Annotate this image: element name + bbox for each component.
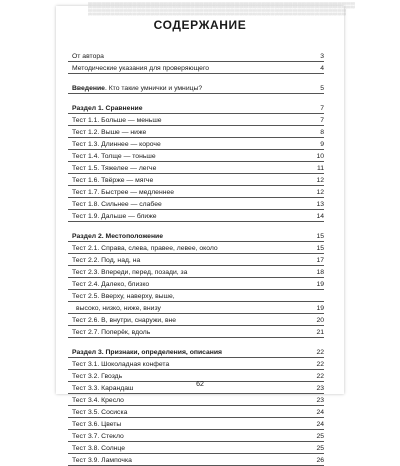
toc-entry-label: Тест 1.6. Твёрже — мягче — [72, 177, 154, 184]
toc-entry — [68, 150, 324, 162]
toc-entry — [68, 242, 324, 254]
toc-entry-page: 18 — [316, 269, 324, 276]
section-heading-label: Раздел 3. Признаки, определения, описания — [72, 349, 223, 356]
toc-entry — [68, 454, 324, 466]
toc-entry-label: Тест 2.6. В, внутри, снаружи, вне — [72, 317, 177, 324]
section-heading-label: Раздел 2. Местоположение — [72, 233, 164, 240]
section-heading-page: 22 — [316, 349, 324, 356]
toc-entry-label: Тест 2.5. Вверху, наверху, выше, — [72, 293, 175, 300]
toc-entry-page: 13 — [316, 201, 324, 208]
toc-entry-page: 26 — [316, 457, 324, 464]
toc-entry-label: Тест 1.1. Больше — меньше — [72, 117, 162, 124]
toc-entry-label: Тест 3.8. Солнце — [72, 445, 126, 452]
toc-entry — [68, 114, 324, 126]
toc-entry-page: 19 — [316, 305, 324, 312]
toc-entry-page: 8 — [320, 129, 324, 136]
toc-entry-page: 11 — [316, 165, 324, 172]
toc-entry — [68, 174, 324, 186]
section-heading-label: Раздел 1. Сравнение — [72, 105, 143, 112]
toc-entry-page: 7 — [320, 117, 324, 124]
toc-entry-label: Тест 3.4. Кресло — [72, 397, 124, 404]
toc-entry-label: Тест 2.1. Справа, слева, правее, левее, около — [72, 245, 218, 252]
toc-entry-label: Тест 1.5. Тяжелее — легче — [72, 165, 157, 172]
toc-entry — [68, 430, 324, 442]
toc-entry-page: 24 — [316, 421, 324, 428]
toc-entry-page: 4 — [320, 65, 324, 72]
toc-entry-label: Тест 2.7. Поперёк, вдоль — [72, 329, 151, 336]
toc-entry-page: 12 — [316, 189, 324, 196]
toc-entry-label: высоко, низко, ниже, внизу — [76, 305, 161, 312]
toc-entry-page: 25 — [316, 445, 324, 452]
toc-entry — [68, 314, 324, 326]
toc-entry-page: 3 — [320, 53, 324, 60]
toc-entry-label: Тест 1.8. Сильнее — слабее — [72, 201, 162, 208]
toc-entry-label: Тест 1.4. Толще — тоньше — [72, 153, 156, 160]
toc-entry-page: 22 — [316, 361, 324, 368]
section-heading — [68, 102, 324, 114]
spacer — [68, 94, 324, 102]
toc-entry — [68, 326, 324, 338]
toc-entry-label: Тест 1.3. Длиннее — короче — [72, 141, 161, 148]
toc-entry — [68, 302, 324, 314]
toc-entry — [68, 394, 324, 406]
toc-entry — [68, 138, 324, 150]
intro-rest-label: . Кто такие умнички и умницы? — [104, 85, 203, 92]
toc-entry-label: Тест 1.2. Выше — ниже — [72, 129, 147, 136]
toc-entry — [68, 126, 324, 138]
toc-entry-label: Тест 3.3. Карандаш — [72, 385, 134, 392]
toc-entry-page: 10 — [316, 153, 324, 160]
intro-entry-page: 5 — [320, 85, 324, 92]
toc-entry-label: Тест 3.9. Лампочка — [72, 457, 132, 464]
toc-entry — [68, 266, 324, 278]
toc-entry — [68, 254, 324, 266]
toc-entry — [68, 278, 324, 290]
toc-entry-page: 9 — [320, 141, 324, 148]
toc-entry-page: 19 — [316, 281, 324, 288]
bleed-through-text: ▒▒▒▒▒▒▒▒▒▒▒▒▒▒▒▒▒▒▒▒▒▒▒▒▒▒▒▒▒▒▒▒▒▒▒▒▒▒▒▒▒▒▒▒▒▒▒▒▒▒▒▒▒▒▒▒▒▒▒▒ ▒▒▒▒▒▒▒▒▒▒▒▒▒▒▒▒▒▒▒▒▒▒▒▒▒▒▒▒▒▒▒▒▒▒▒▒▒▒▒▒▒▒▒▒▒▒▒▒▒▒▒▒▒▒▒▒▒▒ — [88, 3, 356, 16]
toc-entry-page: 21 — [316, 329, 324, 336]
toc-entry — [68, 50, 324, 62]
toc-entry — [68, 442, 324, 454]
intro-entry — [68, 82, 324, 94]
table-of-contents — [68, 50, 324, 466]
toc-entry — [68, 406, 324, 418]
section-heading — [68, 230, 324, 242]
toc-entry-label: Тест 1.7. Быстрее — медленнее — [72, 189, 175, 196]
toc-entry-page: 20 — [316, 317, 324, 324]
toc-entry-label: Тест 1.9. Дальше — ближе — [72, 213, 157, 220]
toc-entry-label: Тест 3.5. Сосиска — [72, 409, 128, 416]
toc-entry-page: 23 — [316, 397, 324, 404]
intro-bold-label: Введение — [72, 85, 105, 92]
toc-entry-label: От автора — [72, 53, 104, 60]
toc-entry-label: Тест 2.3. Впереди, перед, позади, за — [72, 269, 188, 276]
toc-entry-label: Методические указания для проверяющего — [72, 65, 210, 72]
toc-entry-label: Тест 2.4. Далеко, близко — [72, 281, 150, 288]
toc-entry-page: 12 — [316, 177, 324, 184]
toc-entry-page: 23 — [316, 385, 324, 392]
toc-entry-label: Тест 2.2. Под, над, на — [72, 257, 141, 264]
toc-entry-label: Тест 3.2. Гвоздь — [72, 373, 123, 380]
page-number: 62 — [196, 381, 204, 388]
toc-entry — [68, 210, 324, 222]
book-page — [56, 3, 356, 464]
toc-entry — [68, 186, 324, 198]
section-heading-page: 15 — [316, 233, 324, 240]
toc-entry — [68, 62, 324, 74]
toc-entry — [68, 418, 324, 430]
toc-entry-label: Тест 3.1. Шоколадная конфета — [72, 361, 170, 368]
toc-entry-page: 22 — [316, 373, 324, 380]
toc-entry — [68, 358, 324, 370]
toc-entry-page: 14 — [316, 213, 324, 220]
spacer — [68, 74, 324, 82]
section-heading-page: 7 — [320, 105, 324, 112]
toc-entry-page: 15 — [316, 245, 324, 252]
toc-entry-label: Тест 3.6. Цветы — [72, 421, 122, 428]
toc-entry — [68, 162, 324, 174]
toc-entry — [68, 198, 324, 210]
intro-entry-label — [68, 84, 306, 93]
section-heading — [68, 346, 324, 358]
toc-entry — [68, 290, 324, 302]
spacer — [68, 222, 324, 230]
page-title: СОДЕРЖАНИЕ — [56, 18, 344, 32]
toc-entry-page: 24 — [316, 409, 324, 416]
spacer — [68, 338, 324, 346]
toc-entry-label: Тест 3.7. Стекло — [72, 433, 124, 440]
toc-entry-page: 25 — [316, 433, 324, 440]
toc-entry-page: 17 — [316, 257, 324, 264]
